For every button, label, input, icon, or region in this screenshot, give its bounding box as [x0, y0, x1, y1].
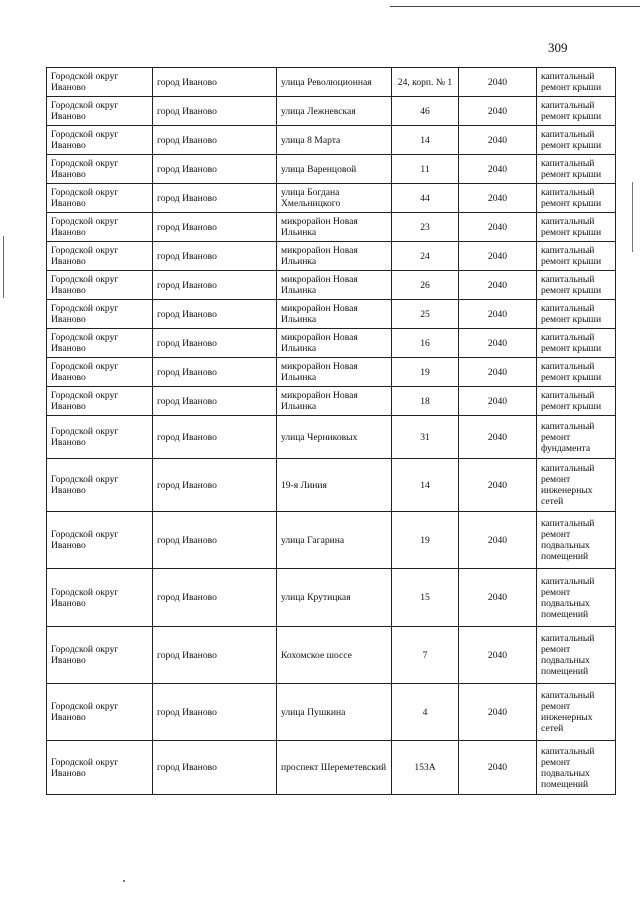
cell-city: город Иваново: [153, 569, 277, 627]
cell-okrug: Городской округ Иваново: [47, 126, 153, 155]
cell-work: капитальный ремонт крыши: [537, 329, 616, 358]
cell-okrug: Городской округ Иваново: [47, 329, 153, 358]
cell-work: капитальный ремонт инженерных сетей: [537, 459, 616, 512]
cell-city: город Иваново: [153, 184, 277, 213]
table-row: [47, 68, 616, 97]
cell-work: капитальный ремонт фундамента: [537, 416, 616, 459]
table-row: [47, 242, 616, 271]
cell-work: капитальный ремонт крыши: [537, 155, 616, 184]
table-row: [47, 213, 616, 242]
cell-year: 2040: [459, 155, 537, 184]
scan-edge-mark: [3, 236, 4, 298]
cell-house: 4: [392, 684, 459, 741]
cell-city: город Иваново: [153, 300, 277, 329]
cell-street: улица Варенцовой: [277, 155, 392, 184]
cell-okrug: Городской округ Иваново: [47, 569, 153, 627]
scan-edge-mark: [632, 182, 633, 252]
cell-okrug: Городской округ Иваново: [47, 741, 153, 795]
cell-year: 2040: [459, 684, 537, 741]
cell-house: 16: [392, 329, 459, 358]
cell-okrug: Городской округ Иваново: [47, 627, 153, 684]
cell-city: город Иваново: [153, 329, 277, 358]
cell-house: 153А: [392, 741, 459, 795]
cell-street: улица Лежневская: [277, 97, 392, 126]
cell-city: город Иваново: [153, 741, 277, 795]
cell-house: 14: [392, 459, 459, 512]
table-row: [47, 741, 616, 795]
cell-year: 2040: [459, 300, 537, 329]
cell-house: 15: [392, 569, 459, 627]
cell-okrug: Городской округ Иваново: [47, 684, 153, 741]
cell-city: город Иваново: [153, 358, 277, 387]
cell-street: улица Крутицкая: [277, 569, 392, 627]
cell-city: город Иваново: [153, 242, 277, 271]
table-row: [47, 512, 616, 569]
table-row: [47, 155, 616, 184]
cell-work: капитальный ремонт подвальных помещений: [537, 569, 616, 627]
cell-house: 19: [392, 512, 459, 569]
cell-year: 2040: [459, 126, 537, 155]
cell-work: капитальный ремонт подвальных помещений: [537, 741, 616, 795]
cell-house: 25: [392, 300, 459, 329]
cell-house: 19: [392, 358, 459, 387]
repair-schedule-table: [46, 67, 616, 795]
cell-year: 2040: [459, 213, 537, 242]
cell-work: капитальный ремонт крыши: [537, 126, 616, 155]
cell-year: 2040: [459, 459, 537, 512]
cell-work: капитальный ремонт крыши: [537, 358, 616, 387]
table-row: [47, 329, 616, 358]
cell-year: 2040: [459, 68, 537, 97]
cell-city: город Иваново: [153, 684, 277, 741]
cell-year: 2040: [459, 416, 537, 459]
cell-street: микрорайон Новая Ильинка: [277, 387, 392, 416]
top-rule: [390, 6, 640, 7]
cell-okrug: Городской округ Иваново: [47, 68, 153, 97]
table-row: [47, 416, 616, 459]
scan-speck: [123, 880, 125, 882]
cell-street: 19-я Линия: [277, 459, 392, 512]
table-row: [47, 97, 616, 126]
cell-street: микрорайон Новая Ильинка: [277, 242, 392, 271]
cell-street: Кохомское шоссе: [277, 627, 392, 684]
cell-work: капитальный ремонт подвальных помещений: [537, 627, 616, 684]
cell-work: капитальный ремонт крыши: [537, 68, 616, 97]
cell-city: город Иваново: [153, 155, 277, 184]
cell-work: капитальный ремонт крыши: [537, 213, 616, 242]
cell-street: микрорайон Новая Ильинка: [277, 213, 392, 242]
cell-house: 24: [392, 242, 459, 271]
cell-work: капитальный ремонт подвальных помещений: [537, 512, 616, 569]
table-row: [47, 300, 616, 329]
cell-year: 2040: [459, 271, 537, 300]
table-row: [47, 358, 616, 387]
cell-okrug: Городской округ Иваново: [47, 97, 153, 126]
cell-work: капитальный ремонт крыши: [537, 271, 616, 300]
cell-city: город Иваново: [153, 126, 277, 155]
cell-house: 11: [392, 155, 459, 184]
cell-work: капитальный ремонт крыши: [537, 97, 616, 126]
cell-okrug: Городской округ Иваново: [47, 512, 153, 569]
cell-house: 18: [392, 387, 459, 416]
table-row: [47, 684, 616, 741]
cell-city: город Иваново: [153, 512, 277, 569]
cell-house: 7: [392, 627, 459, 684]
cell-street: микрорайон Новая Ильинка: [277, 271, 392, 300]
cell-year: 2040: [459, 358, 537, 387]
table-row: [47, 627, 616, 684]
cell-house: 44: [392, 184, 459, 213]
cell-okrug: Городской округ Иваново: [47, 155, 153, 184]
cell-house: 46: [392, 97, 459, 126]
cell-year: 2040: [459, 741, 537, 795]
cell-okrug: Городской округ Иваново: [47, 416, 153, 459]
cell-okrug: Городской округ Иваново: [47, 184, 153, 213]
table-row: [47, 184, 616, 213]
cell-street: улица 8 Марта: [277, 126, 392, 155]
cell-street: проспект Шереметевский: [277, 741, 392, 795]
cell-house: 14: [392, 126, 459, 155]
cell-city: город Иваново: [153, 213, 277, 242]
cell-house: 23: [392, 213, 459, 242]
cell-okrug: Городской округ Иваново: [47, 271, 153, 300]
cell-year: 2040: [459, 329, 537, 358]
cell-street: микрорайон Новая Ильинка: [277, 300, 392, 329]
cell-city: город Иваново: [153, 627, 277, 684]
cell-work: капитальный ремонт крыши: [537, 387, 616, 416]
table-row: [47, 459, 616, 512]
cell-house: 24, корп. № 1: [392, 68, 459, 97]
cell-okrug: Городской округ Иваново: [47, 459, 153, 512]
cell-year: 2040: [459, 242, 537, 271]
page-number: 309: [548, 40, 568, 55]
cell-year: 2040: [459, 97, 537, 126]
cell-house: 31: [392, 416, 459, 459]
cell-street: микрорайон Новая Ильинка: [277, 358, 392, 387]
cell-work: капитальный ремонт инженерных сетей: [537, 684, 616, 741]
cell-year: 2040: [459, 184, 537, 213]
cell-street: микрорайон Новая Ильинка: [277, 329, 392, 358]
cell-city: город Иваново: [153, 68, 277, 97]
cell-street: улица Пушкина: [277, 684, 392, 741]
cell-okrug: Городской округ Иваново: [47, 213, 153, 242]
cell-street: улица Богдана Хмельницкого: [277, 184, 392, 213]
cell-year: 2040: [459, 387, 537, 416]
cell-okrug: Городской округ Иваново: [47, 300, 153, 329]
table-row: [47, 271, 616, 300]
cell-city: город Иваново: [153, 97, 277, 126]
cell-street: улица Революционная: [277, 68, 392, 97]
table-row: [47, 126, 616, 155]
cell-year: 2040: [459, 569, 537, 627]
table-row: [47, 569, 616, 627]
cell-work: капитальный ремонт крыши: [537, 184, 616, 213]
cell-year: 2040: [459, 627, 537, 684]
table-row: [47, 387, 616, 416]
cell-city: город Иваново: [153, 416, 277, 459]
cell-city: город Иваново: [153, 459, 277, 512]
cell-work: капитальный ремонт крыши: [537, 300, 616, 329]
cell-okrug: Городской округ Иваново: [47, 387, 153, 416]
cell-city: город Иваново: [153, 387, 277, 416]
cell-street: улица Черниковых: [277, 416, 392, 459]
cell-okrug: Городской округ Иваново: [47, 358, 153, 387]
cell-house: 26: [392, 271, 459, 300]
cell-okrug: Городской округ Иваново: [47, 242, 153, 271]
cell-city: город Иваново: [153, 271, 277, 300]
cell-year: 2040: [459, 512, 537, 569]
cell-street: улица Гагарина: [277, 512, 392, 569]
cell-work: капитальный ремонт крыши: [537, 242, 616, 271]
